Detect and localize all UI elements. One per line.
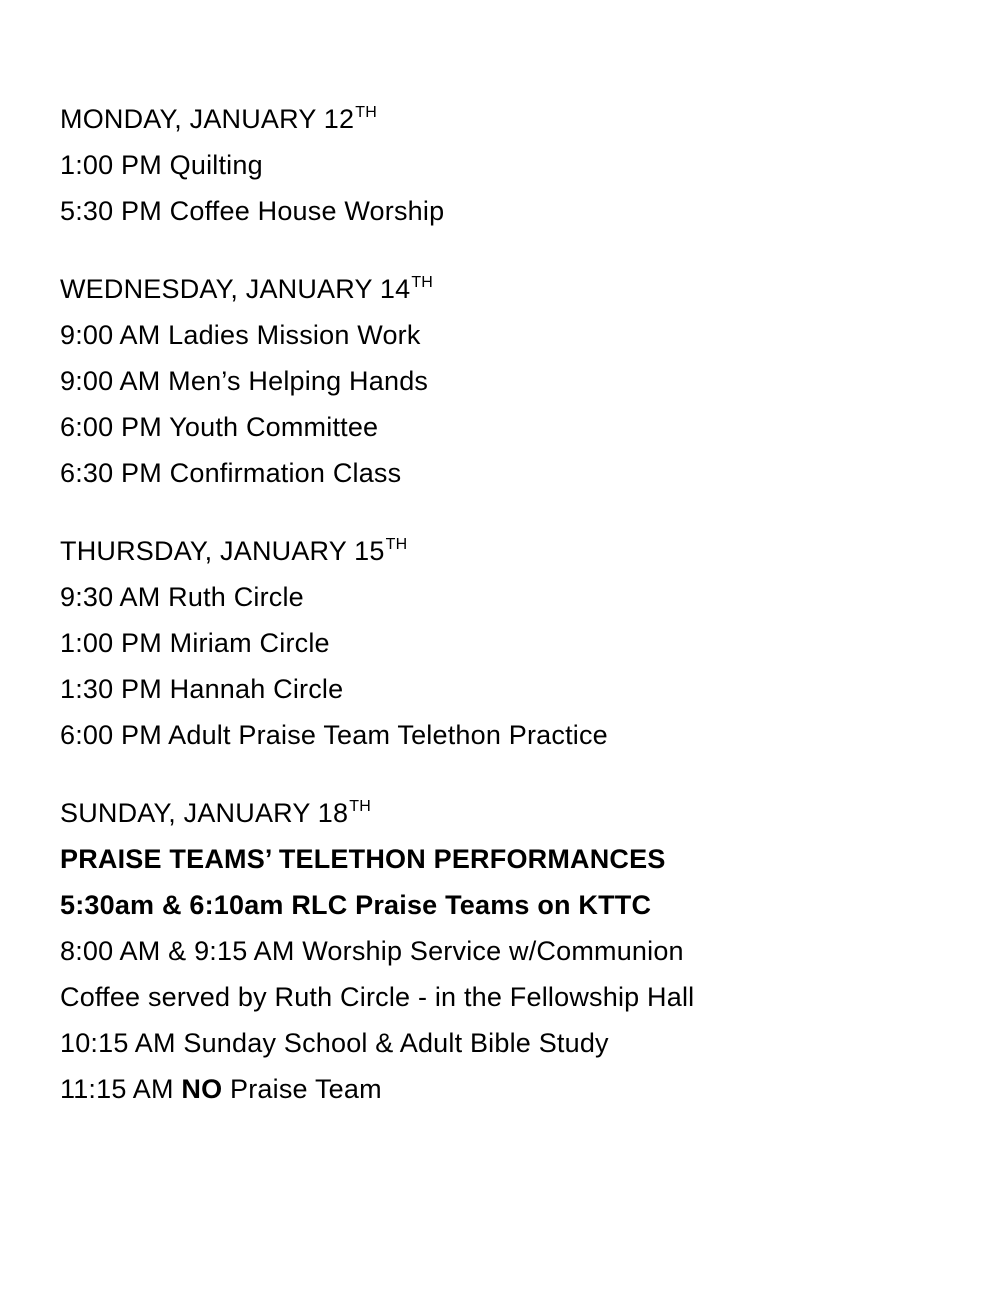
event-time: 11:15 AM bbox=[60, 1074, 174, 1104]
event-line: 6:00 PM Youth Committee bbox=[60, 412, 379, 442]
schedule-document bbox=[60, 96, 960, 1144]
event-line: 9:00 AM Ladies Mission Work bbox=[60, 320, 421, 350]
event-line: Coffee served by Ruth Circle - in the Fellowship Hall bbox=[60, 982, 695, 1012]
event-line: 6:30 PM Confirmation Class bbox=[60, 458, 402, 488]
ordinal-suffix: TH bbox=[385, 536, 408, 553]
ordinal-suffix: TH bbox=[411, 274, 434, 291]
event-text: Praise Team bbox=[230, 1074, 382, 1104]
day-monday bbox=[60, 96, 960, 234]
telethon-times: 5:30am & 6:10am RLC Praise Teams on KTTC bbox=[60, 890, 652, 920]
day-heading: SUNDAY, JANUARY 18TH bbox=[60, 798, 371, 828]
day-heading: MONDAY, JANUARY 12TH bbox=[60, 104, 377, 134]
event-line: 9:30 AM Ruth Circle bbox=[60, 582, 304, 612]
day-wednesday bbox=[60, 266, 960, 496]
day-heading: WEDNESDAY, JANUARY 14TH bbox=[60, 274, 434, 304]
ordinal-suffix: TH bbox=[355, 104, 377, 121]
day-sunday bbox=[60, 790, 960, 1112]
event-line: 8:00 AM & 9:15 AM Worship Service w/Communion bbox=[60, 936, 684, 966]
event-line: 5:30 PM Coffee House Worship bbox=[60, 196, 445, 226]
event-line: 10:15 AM Sunday School & Adult Bible Study bbox=[60, 1028, 609, 1058]
event-line: 9:00 AM Men’s Helping Hands bbox=[60, 366, 429, 396]
event-line: 6:00 PM Adult Praise Team Telethon Practice bbox=[60, 720, 608, 750]
event-line: 1:30 PM Hannah Circle bbox=[60, 674, 344, 704]
event-line bbox=[60, 1066, 960, 1112]
day-heading: THURSDAY, JANUARY 15TH bbox=[60, 536, 408, 566]
event-line: 1:00 PM Miriam Circle bbox=[60, 628, 330, 658]
day-thursday bbox=[60, 528, 960, 758]
event-line: 1:00 PM Quilting bbox=[60, 150, 263, 180]
ordinal-suffix: TH bbox=[349, 798, 371, 815]
event-emphasis: NO bbox=[181, 1074, 223, 1104]
telethon-heading: PRAISE TEAMS’ TELETHON PERFORMANCES bbox=[60, 844, 666, 874]
